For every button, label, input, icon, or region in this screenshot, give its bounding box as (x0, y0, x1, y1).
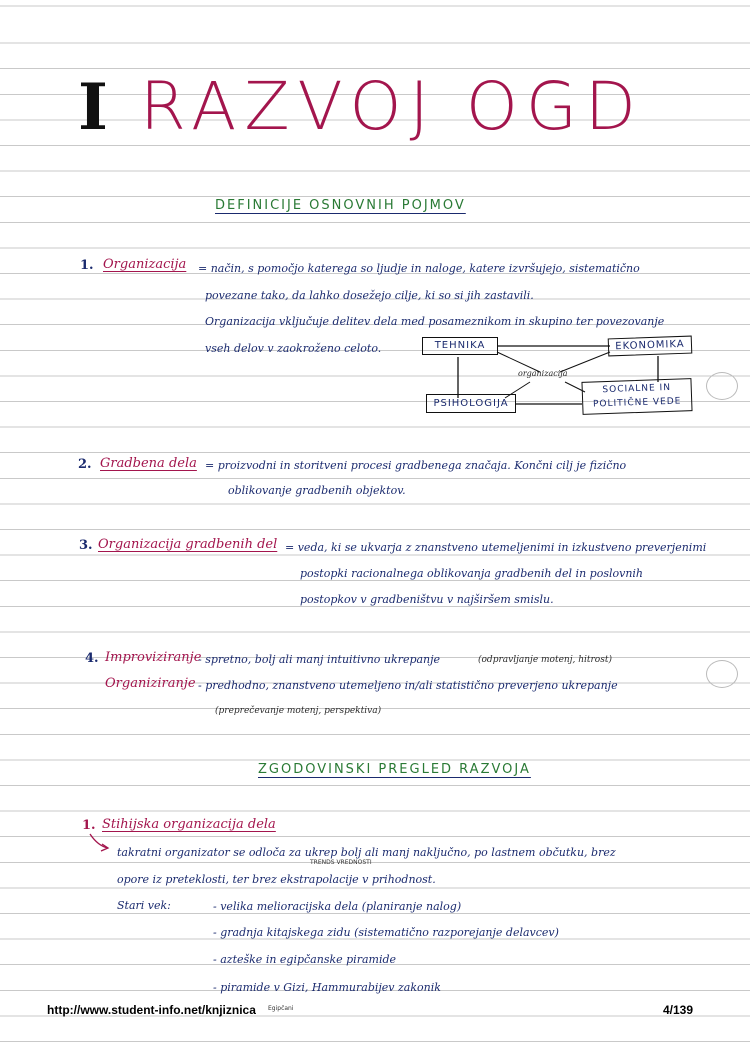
definition-number: 4. (85, 651, 99, 666)
definition-term: Improviziranje (105, 650, 202, 665)
history-line: Stari vek: (117, 899, 171, 912)
definition-number: 1. (80, 258, 94, 273)
history-heading: ZGODOVINSKI PREGLED RAZVOJA (258, 762, 531, 777)
footer-page-number: 4/139 (663, 1003, 694, 1017)
definition-line: - spretno, bolj ali manj intuitivno ukrepanje (198, 653, 441, 666)
diagram-box-socialne-vede: SOCIALNE IN POLITIČNE VEDE (581, 378, 692, 415)
definition-number: 2. (78, 457, 92, 472)
footer-url[interactable]: http://www.student-info.net/knjiznica (47, 1003, 256, 1017)
definition-line: oblikovanje gradbenih objektov. (228, 484, 406, 497)
definition-note: (odpravljanje motenj, hitrost) (478, 655, 612, 665)
history-item: - velika melioracijska dela (planiranje nalog) (213, 900, 462, 913)
definition-line: povezane tako, da lahko dosežejo cilje, ki so si jih zastavili. (205, 289, 534, 302)
history-term: Stihijska organizacija dela (102, 817, 276, 832)
diagram-box-ekonomika: EKONOMIKA (608, 336, 693, 357)
history-line: opore iz preteklosti, ter brez ekstrapolacije v prihodnost. (117, 873, 436, 886)
definition-term: Gradbena dela (100, 456, 197, 471)
definition-line: = proizvodni in storitveni procesi gradbenega značaja. Končni cilj je fizično (205, 459, 627, 472)
definition-number: 3. (79, 538, 93, 553)
definition-term: Organiziranje (105, 676, 196, 691)
definition-line: = način, s pomočjo katerega so ljudje in naloge, katere izvršujejo, sistematično (198, 262, 640, 275)
history-item: - gradnja kitajskega zidu (sistematično razporejanje delavcev) (213, 926, 559, 939)
diagram-center-label: organizacija (518, 369, 568, 378)
definition-term: Organizacija (103, 257, 187, 272)
definition-line: postopkov v gradbeništvu v najširšem smislu. (300, 593, 554, 606)
chapter-numeral: I (78, 70, 104, 145)
definition-term: Organizacija gradbenih del (98, 537, 278, 552)
definitions-heading: DEFINICIJE OSNOVNIH POJMOV (215, 198, 466, 213)
history-number: 1. (82, 818, 96, 833)
history-line: takratni organizator se odloča za ukrep bolj ali manj naključno, po lastnem občutku, brez (117, 846, 616, 859)
history-item: - piramide v Gizi, Hammurabijev zakonik (213, 981, 441, 994)
definition-line: - predhodno, znanstveno utemeljeno in/ali statistično preverjeno ukrepanje (198, 679, 618, 692)
definition-line: = veda, ki se ukvarja z znanstveno utemeljenimi in izkustveno preverjenimi (285, 541, 707, 554)
page-title: RAZVOJ OGD (140, 68, 644, 145)
definition-line: postopki racionalnega oblikovanja gradbenih del in poslovnih (300, 567, 644, 580)
history-item: - azteške in egipčanske piramide (213, 953, 397, 966)
history-tiny-note: Egipčani (268, 1005, 294, 1012)
definition-line: vseh delov v zaokroženo celoto. (205, 342, 382, 355)
definition-note: (preprečevanje motenj, perspektiva) (215, 706, 382, 716)
history-note-above: TRENDS VREDNOSTI (310, 859, 372, 866)
diagram-box-psihologija: PSIHOLOGIJA (426, 394, 516, 413)
definition-line: Organizacija vključuje delitev dela med posameznikom in skupino ter povezovanje (205, 315, 665, 328)
diagram-box-tehnika: TEHNIKA (422, 337, 498, 355)
